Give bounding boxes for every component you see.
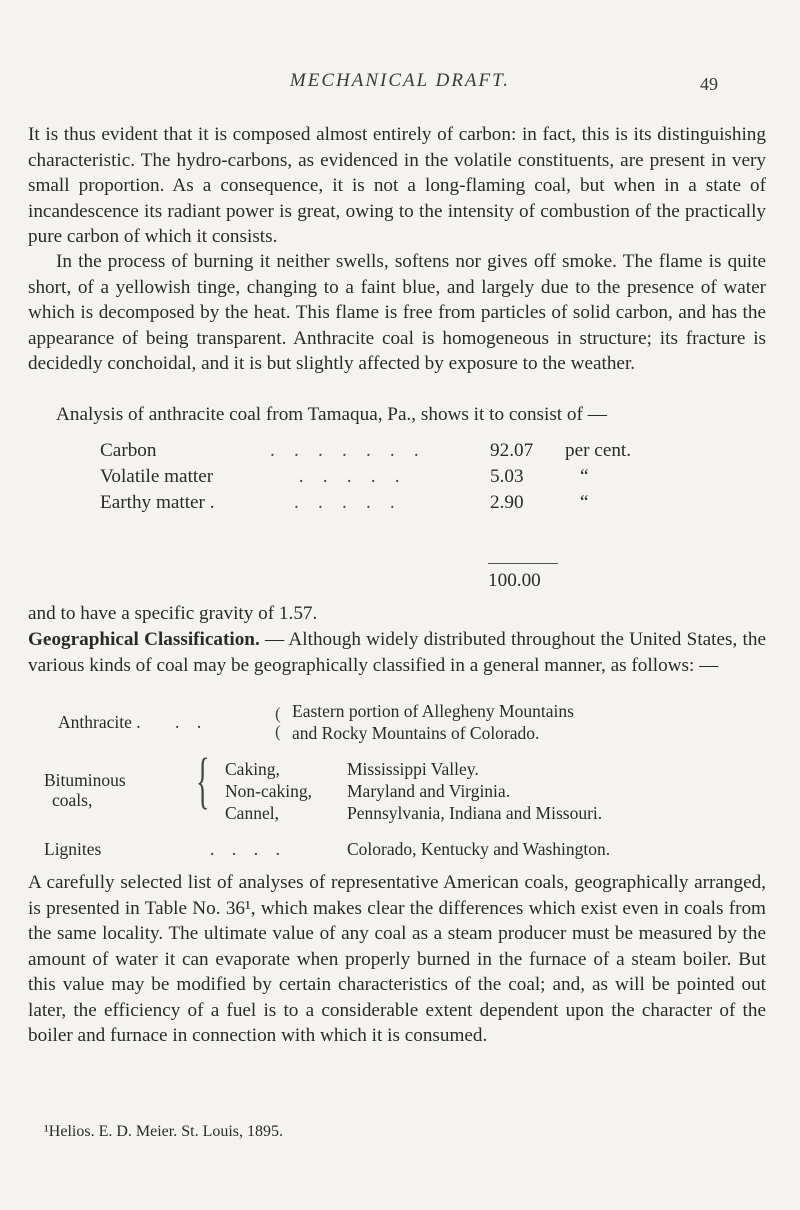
composition-total: 100.00 (488, 570, 541, 591)
leader-dots: . . . . (210, 839, 280, 859)
paragraph-analysis-intro: Analysis of anthracite coal from Tamaqua, Pa., shows it to consist of — (56, 404, 607, 425)
anthracite-region: and Rocky Mountains of Colorado. (292, 723, 540, 743)
section-heading: Geographical Classification. (28, 629, 260, 650)
leader-dots: . . (175, 712, 202, 732)
composition-value: 5.03 (490, 466, 524, 487)
coal-kind: Non-caking, (225, 781, 312, 801)
composition-row (100, 466, 660, 492)
paragraph-geographical (28, 627, 766, 678)
lignites-region: Colorado, Kentucky and Washington. (347, 839, 611, 859)
bituminous-label: coals, (52, 790, 93, 810)
section-body: — Although widely distributed throughout the United States, the various kinds of coal may be geographically classified in a general manner, as follows: — (28, 629, 766, 676)
coal-kind: Caking, (225, 759, 280, 779)
leader-dots: . . . . . (270, 466, 400, 487)
composition-name: Carbon (100, 440, 157, 461)
paragraph-burning-process: In the process of burning it neither swells, softens nor gives off smoke. The flame is quite short, of a yellowish tinge, changing to a faint blue, and largely due to the presence of water which is decomposed by the heat. This flame is free from particles of solid carbon, and has the appearance of being transparent. Anthracite coal is homogeneous in structure; its fracture is decidedly conchoidal, and it is but slightly affected by exposure to the weather. (28, 251, 766, 374)
coal-region: Mississippi Valley. (347, 759, 479, 779)
composition-unit: “ (580, 492, 589, 513)
page-number: 49 (700, 74, 718, 94)
leader-dots: . . . . . . . (270, 440, 419, 461)
lignites-label: Lignites (44, 839, 102, 859)
composition-value: 92.07 (490, 440, 534, 461)
composition-name: Earthy matter . (100, 492, 215, 513)
brace-icon: ( ( (275, 704, 281, 741)
bituminous-label: Bituminous (44, 770, 126, 790)
sum-rule (488, 563, 558, 564)
coal-region: Pennsylvania, Indiana and Missouri. (347, 803, 603, 823)
composition-unit: per cent. (565, 440, 632, 461)
paragraph-carbon-characteristic: It is thus evident that it is composed almost entirely of carbon: in fact, this is its distinguishing characteristic. The hydro-carbons, as evidenced in the volatile constituents, are present in very small proportion. As a consequence, it is not a long-flaming coal, but when in a state of incandescence its radiant power is great, owing to the intensity of combustion of the practically pure carbon of which it consists. (28, 124, 766, 247)
anthracite-region: Eastern portion of Allegheny Mountains (292, 701, 574, 721)
paragraph-specific-gravity: and to have a specific gravity of 1.57. (28, 603, 318, 624)
paragraph-analyses-table: A carefully selected list of analyses of representative American coals, geographically arranged, is presented in Table No. 36¹, which makes clear the differences which exist even in coals from the same locality. The ultimate value of any coal as a steam producer must be measured by the amount of water it can evaporate when properly burned in the furnace of a steam boiler. But this value may be modified by certain characteristics of the coal; and, as will be pointed out later, the efficiency of a fuel is to a considerable extent dependent upon the character of the boiler and furnace in connection with which it is consumed. (28, 872, 766, 1046)
composition-name: Volatile matter (100, 466, 214, 487)
composition-unit: “ (580, 466, 589, 487)
coal-kind: Cannel, (225, 803, 279, 823)
coal-region: Maryland and Virginia. (347, 781, 511, 801)
composition-row (100, 440, 660, 466)
composition-value: 2.90 (490, 492, 524, 513)
running-header: MECHANICAL DRAFT. (289, 70, 511, 91)
footnote: ¹Helios. E. D. Meier. St. Louis, 1895. (44, 1123, 284, 1140)
leader-dots: . . . . . (270, 492, 395, 513)
anthracite-label: Anthracite . (58, 712, 141, 732)
composition-row (100, 492, 660, 518)
brace-icon: { (196, 747, 210, 815)
